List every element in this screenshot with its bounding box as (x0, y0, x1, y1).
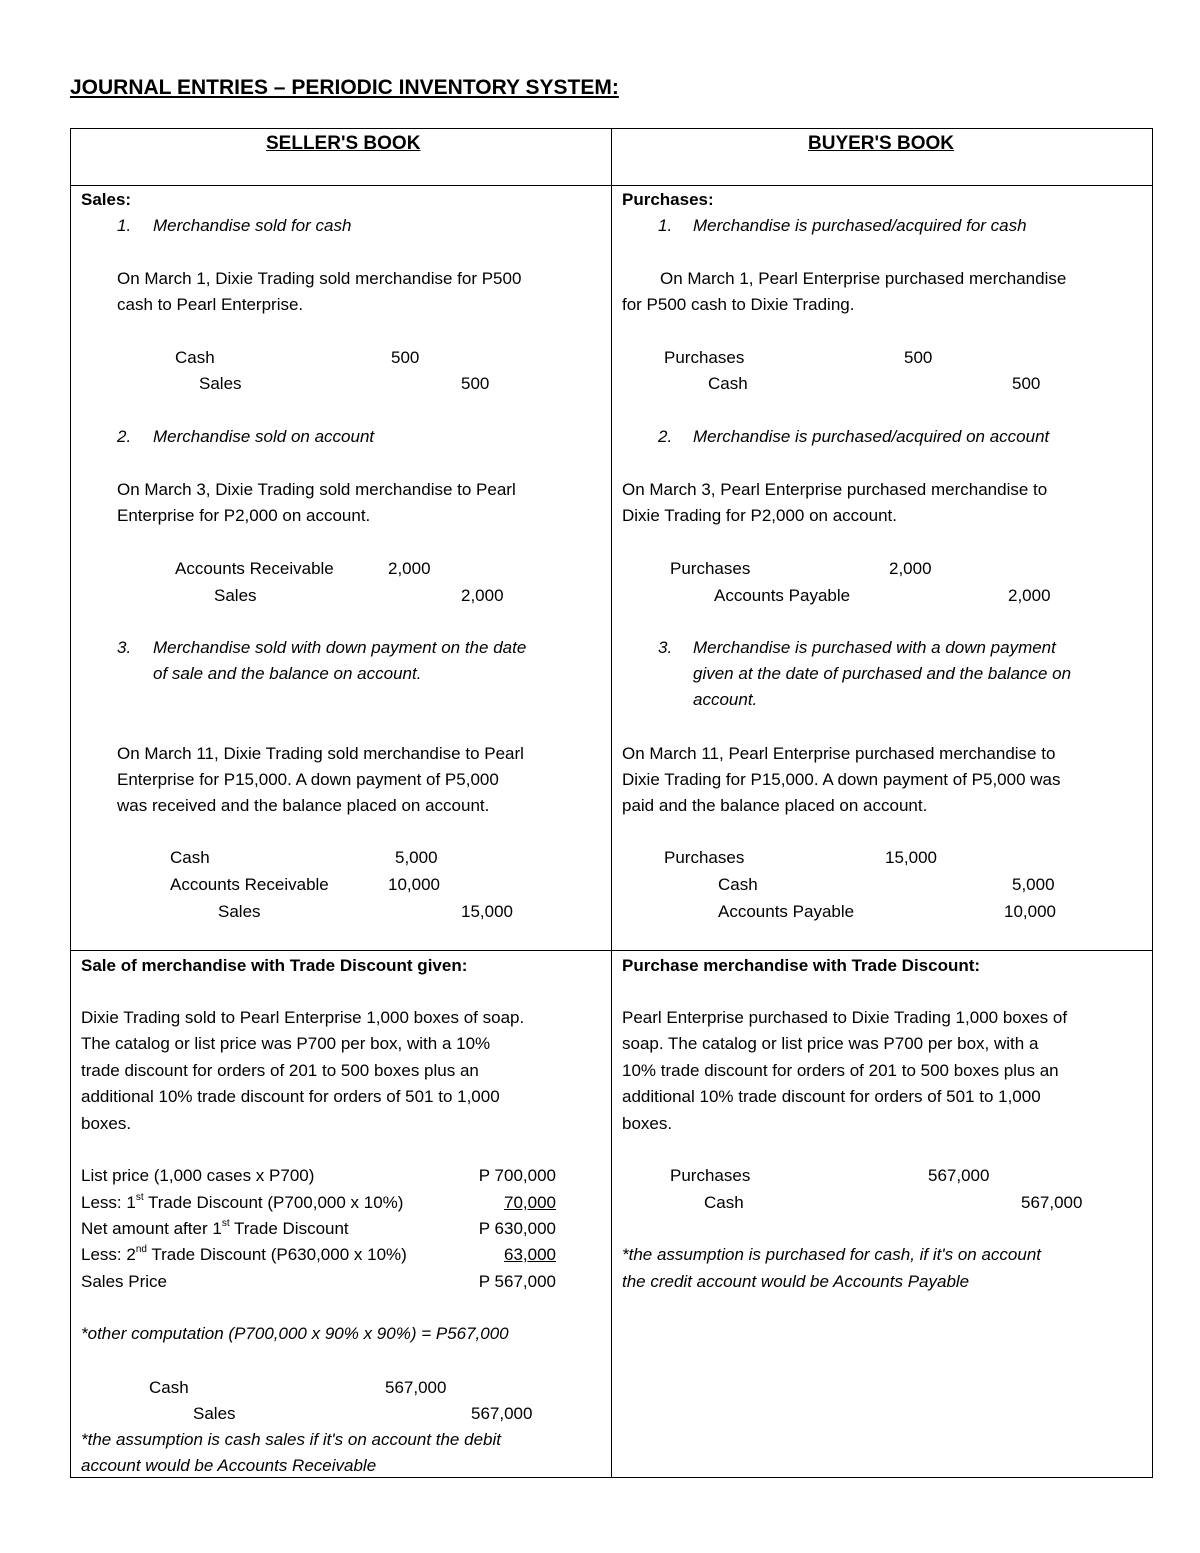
journal-credit-amount: 500 (461, 374, 490, 393)
seller-case2-text-line: On March 3, Dixie Trading sold merchandise to Pearl (117, 480, 516, 499)
seller-case3-title-line: of sale and the balance on account. (153, 664, 422, 683)
section-divider (71, 950, 1152, 951)
journal-debit-account: Cash (175, 348, 215, 367)
buyer-case1-text-line: On March 1, Pearl Enterprise purchased merchandise (660, 269, 1067, 288)
column-divider (611, 129, 612, 1477)
journal-debit-amount: 2,000 (889, 559, 932, 578)
seller-case3-text-line: On March 11, Dixie Trading sold merchandise to Pearl (117, 744, 524, 763)
journal-credit-amount: 567,000 (1021, 1193, 1083, 1212)
journal-credit-amount: 10,000 (1004, 902, 1056, 921)
computation-value: P 630,000 (478, 1219, 556, 1238)
buyer-case2-text-line: On March 3, Pearl Enterprise purchased merchandise to (622, 480, 1048, 499)
seller-case3-number: 3. (117, 638, 132, 657)
journal-debit-account: Cash (170, 848, 210, 867)
journal-debit-account: Purchases (664, 348, 745, 367)
buyer-case2-title: Merchandise is purchased/acquired on account (693, 427, 1050, 446)
buyer-book-header: BUYER'S BOOK (808, 133, 954, 154)
buyer-case1-title: Merchandise is purchased/acquired for cash (693, 216, 1027, 235)
journal-credit-account: Sales (218, 902, 261, 921)
journal-debit-amount: 2,000 (388, 559, 431, 578)
buyer-case3-text-line: On March 11, Pearl Enterprise purchased merchandise to (622, 744, 1056, 763)
buyer-case1-text-line: for P500 cash to Dixie Trading. (622, 295, 855, 314)
seller-sales-heading: Sales: (81, 190, 132, 209)
journal-debit-account: Cash (149, 1378, 189, 1397)
computation-value: P 700,000 (478, 1166, 556, 1185)
journal-debit-amount: 500 (391, 348, 420, 367)
page-title: JOURNAL ENTRIES – PERIODIC INVENTORY SYSTEM: (70, 76, 619, 99)
journal-credit-account: Cash (708, 374, 748, 393)
buyer-trade-discount-heading: Purchase merchandise with Trade Discount: (622, 956, 981, 975)
assumption-note-line: *the assumption is purchased for cash, if it's on account (622, 1245, 1042, 1264)
buyer-trade-discount-text-line: soap. The catalog or list price was P700 per box, with a (622, 1034, 1039, 1053)
journal-credit-amount: 567,000 (471, 1404, 533, 1423)
computation-label: Less: 1st Trade Discount (P700,000 x 10%) (81, 1192, 404, 1212)
seller-case1-text-line: On March 1, Dixie Trading sold merchandise for P500 (117, 269, 522, 288)
other-computation-note: *other computation (P700,000 x 90% x 90%) = P567,000 (81, 1324, 509, 1343)
seller-trade-discount-text-line: additional 10% trade discount for orders of 501 to 1,000 (81, 1087, 500, 1106)
buyer-case3-number: 3. (658, 638, 673, 657)
seller-trade-discount-heading: Sale of merchandise with Trade Discount given: (81, 956, 468, 975)
journal-debit-account: Accounts Receivable (175, 559, 334, 578)
journal-credit-account: Cash (718, 875, 758, 894)
buyer-trade-discount-text-line: additional 10% trade discount for orders of 501 to 1,000 (622, 1087, 1041, 1106)
computation-value: 63,000 (504, 1245, 556, 1264)
buyer-trade-discount-text-line: Pearl Enterprise purchased to Dixie Trading 1,000 boxes of (622, 1008, 1068, 1027)
journal-debit-account: Purchases (670, 1166, 751, 1185)
buyer-case1-number: 1. (658, 216, 673, 235)
journal-credit-amount: 500 (1012, 374, 1041, 393)
assumption-note-line: account would be Accounts Receivable (81, 1456, 377, 1475)
journal-debit-amount: 567,000 (385, 1378, 447, 1397)
journal-debit-account: Purchases (670, 559, 751, 578)
journal-credit-account: Sales (199, 374, 242, 393)
seller-trade-discount-text-line: boxes. (81, 1114, 132, 1133)
seller-case2-text-line: Enterprise for P2,000 on account. (117, 506, 371, 525)
buyer-case2-text-line: Dixie Trading for P2,000 on account. (622, 506, 897, 525)
buyer-case3-text-line: paid and the balance placed on account. (622, 796, 928, 815)
buyer-case3-title-line: account. (693, 690, 758, 709)
buyer-case3-title-line: Merchandise is purchased with a down payment (693, 638, 1056, 657)
journal-credit-account: Sales (214, 586, 257, 605)
computation-label: Sales Price (81, 1272, 167, 1291)
journal-credit-account: Cash (704, 1193, 744, 1212)
journal-debit-account: Accounts Receivable (170, 875, 329, 894)
seller-case3-text-line: was received and the balance placed on account. (117, 796, 490, 815)
computation-label: Net amount after 1st Trade Discount (81, 1218, 349, 1238)
journal-debit-amount: 10,000 (388, 875, 440, 894)
computation-label: List price (1,000 cases x P700) (81, 1166, 315, 1185)
computation-value: P 567,000 (478, 1272, 556, 1291)
journal-credit-amount: 2,000 (1008, 586, 1051, 605)
journal-debit-amount: 567,000 (928, 1166, 990, 1185)
buyer-trade-discount-text-line: boxes. (622, 1114, 673, 1133)
journal-credit-account: Sales (193, 1404, 236, 1423)
seller-case1-text-line: cash to Pearl Enterprise. (117, 295, 304, 314)
assumption-note-line: the credit account would be Accounts Payable (622, 1272, 970, 1291)
journal-debit-amount: 5,000 (395, 848, 438, 867)
seller-case3-title-line: Merchandise sold with down payment on the date (153, 638, 527, 657)
seller-trade-discount-text-line: The catalog or list price was P700 per box, with a 10% (81, 1034, 491, 1053)
seller-case2-number: 2. (117, 427, 132, 446)
seller-case1-title: Merchandise sold for cash (153, 216, 352, 235)
seller-case3-text-line: Enterprise for P15,000. A down payment of P5,000 (117, 770, 499, 789)
seller-trade-discount-text-line: Dixie Trading sold to Pearl Enterprise 1,000 boxes of soap. (81, 1008, 525, 1027)
buyer-case3-title-line: given at the date of purchased and the balance on (693, 664, 1072, 683)
buyer-trade-discount-text-line: 10% trade discount for orders of 201 to 500 boxes plus an (622, 1061, 1059, 1080)
header-divider (71, 185, 1152, 186)
buyer-case2-number: 2. (658, 427, 673, 446)
computation-value: 70,000 (504, 1193, 556, 1212)
assumption-note-line: *the assumption is cash sales if it's on account the debit (81, 1430, 501, 1449)
seller-case2-title: Merchandise sold on account (153, 427, 375, 446)
journal-credit-amount: 2,000 (461, 586, 504, 605)
journal-credit-amount: 5,000 (1012, 875, 1055, 894)
computation-label: Less: 2nd Trade Discount (P630,000 x 10%) (81, 1244, 407, 1264)
journal-credit-amount: 15,000 (461, 902, 513, 921)
journal-debit-account: Purchases (664, 848, 745, 867)
buyer-purchases-heading: Purchases: (622, 190, 714, 209)
journal-credit-account: Accounts Payable (714, 586, 851, 605)
seller-book-header: SELLER'S BOOK (266, 133, 421, 154)
journal-debit-amount: 15,000 (885, 848, 937, 867)
journal-debit-amount: 500 (904, 348, 933, 367)
seller-trade-discount-text-line: trade discount for orders of 201 to 500 boxes plus an (81, 1061, 479, 1080)
buyer-case3-text-line: Dixie Trading for P15,000. A down payment of P5,000 was (622, 770, 1061, 789)
journal-credit-account: Accounts Payable (718, 902, 855, 921)
seller-case1-number: 1. (117, 216, 132, 235)
